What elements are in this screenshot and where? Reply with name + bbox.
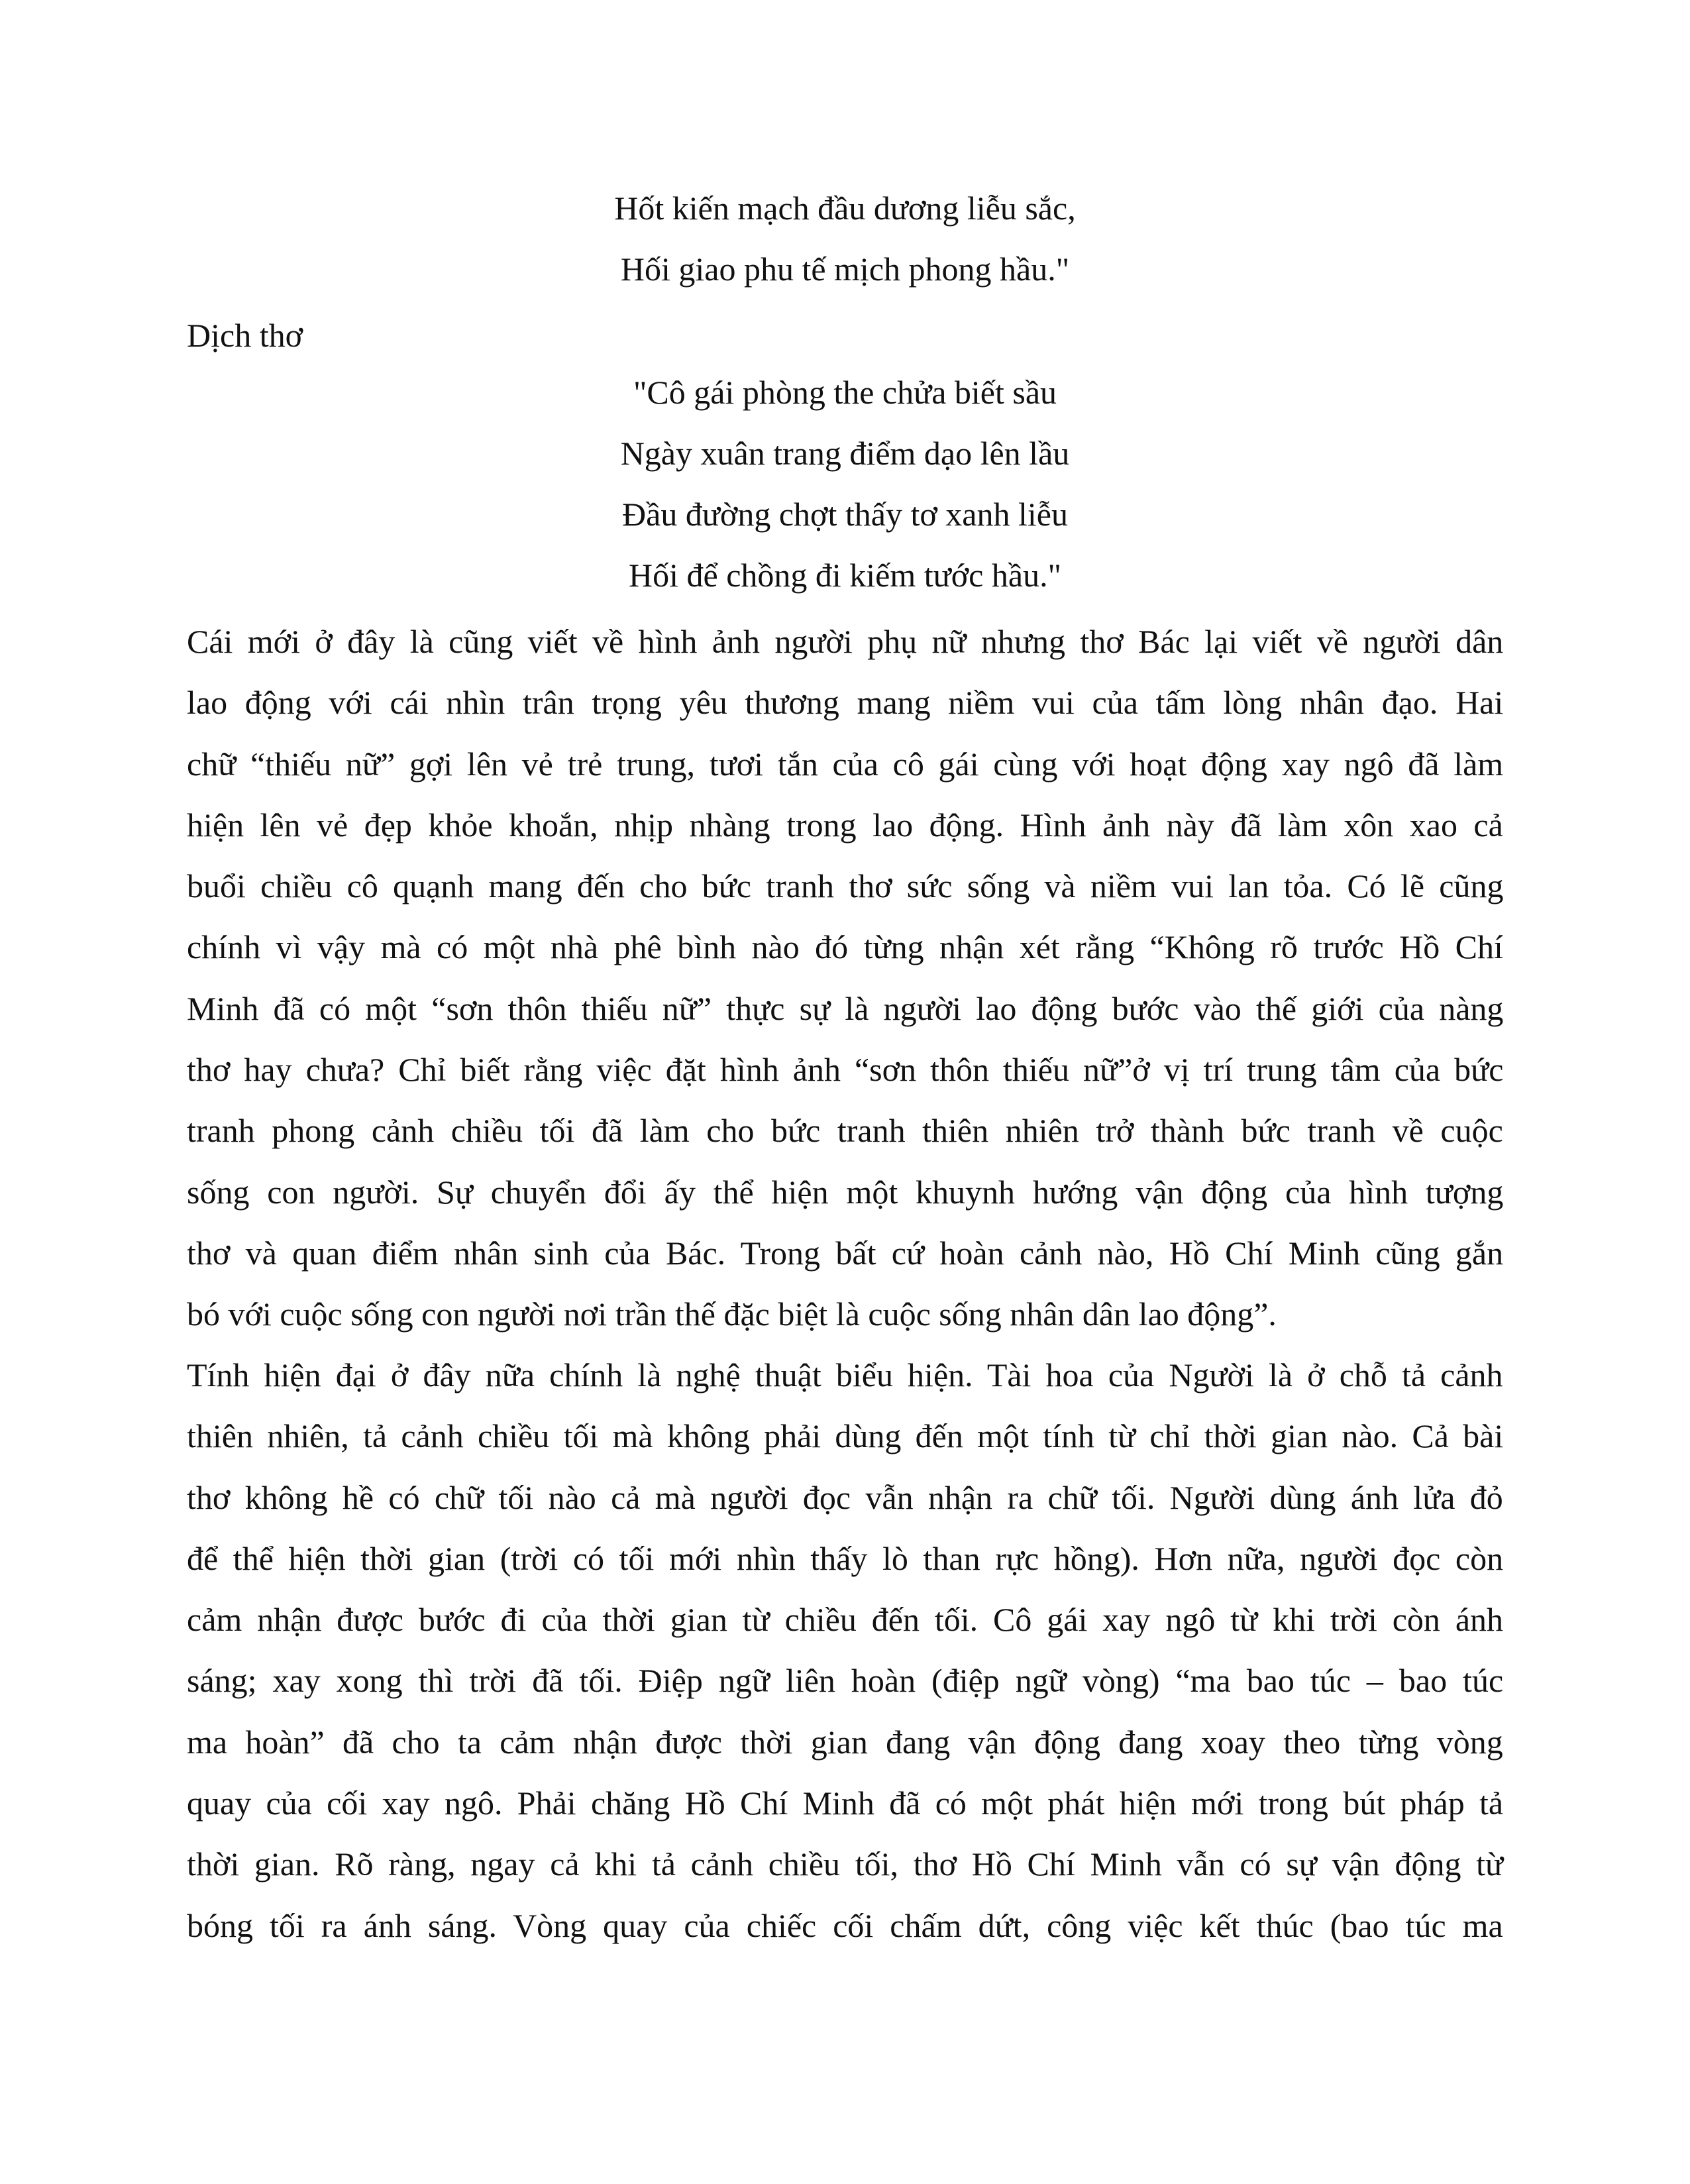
poem-line: Hối giao phu tế mịch phong hầu." (620, 250, 1070, 288)
text-line: chính vì vậy mà có một nhà phê bình nào đó từng nhận xét rằng “Không rõ trước Hồ Chí (187, 928, 1503, 966)
poem-line: Hốt kiến mạch đầu dương liễu sắc, (614, 190, 1076, 227)
text-line: hiện lên vẻ đẹp khỏe khoắn, nhịp nhàng trong lao động. Hình ảnh này đã làm xôn xao cả (187, 806, 1503, 844)
paragraph-1 (187, 611, 1503, 1345)
text-line: thiên nhiên, tả cảnh chiều tối mà không phải dùng đến một tính từ chỉ thời gian nào. Cả bài (187, 1417, 1504, 1455)
paragraph-2 (187, 1344, 1503, 1956)
text-line: lao động với cái nhìn trân trọng yêu thương mang niềm vui của tấm lòng nhân đạo. Hai (187, 684, 1504, 722)
poem-line: Ngày xuân trang điểm dạo lên lầu (620, 435, 1070, 472)
text-line: thơ hay chưa? Chỉ biết rằng việc đặt hình ảnh “sơn thôn thiếu nữ”ở vị trí trung tâm của bức (187, 1051, 1504, 1089)
translation-label: Dịch thơ (187, 317, 303, 354)
text-line: Tính hiện đại ở đây nữa chính là nghệ thuật biểu hiện. Tài hoa của Người là ở chỗ tả cảnh (187, 1356, 1503, 1393)
text-line: ma hoàn” đã cho ta cảm nhận được thời gian đang vận động đang xoay theo từng vòng (187, 1723, 1503, 1761)
text-line: chữ “thiếu nữ” gợi lên vẻ trẻ trung, tươi tắn của cô gái cùng với hoạt động xay ngô đã làm (187, 745, 1504, 783)
poem-line: "Cô gái phòng the chửa biết sầu (633, 374, 1057, 411)
text-line: bó với cuộc sống con người nơi trần thế đặc biệt là cuộc sống nhân dân lao động”. (187, 1295, 1277, 1333)
text-line: để thể hiện thời gian (trời có tối mới nhìn thấy lò than rực hồng). Hơn nữa, người đọc còn (187, 1539, 1504, 1577)
text-line: thơ và quan điểm nhân sinh của Bác. Trong bất cứ hoàn cảnh nào, Hồ Chí Minh cũng gắn (187, 1234, 1504, 1272)
poem-original (0, 178, 1690, 300)
text-line: sáng; xay xong thì trời đã tối. Điệp ngữ liên hoàn (điệp ngữ vòng) “ma bao túc – bao túc (187, 1662, 1504, 1700)
text-line: tranh phong cảnh chiều tối đã làm cho bức tranh thiên nhiên trở thành bức tranh về cuộc (187, 1112, 1503, 1150)
text-line: sống con người. Sự chuyển đổi ấy thể hiện một khuynh hướng vận động của hình tượng (187, 1173, 1504, 1211)
text-line: quay của cối xay ngô. Phải chăng Hồ Chí Minh đã có một phát hiện mới trong bút pháp tả (187, 1784, 1504, 1822)
text-line: thời gian. Rõ ràng, ngay cả khi tả cảnh chiều tối, thơ Hồ Chí Minh vẫn có sự vận động từ (187, 1845, 1504, 1883)
poem-line: Hối để chồng đi kiếm tước hầu." (629, 557, 1061, 594)
text-line: Minh đã có một “sơn thôn thiếu nữ” thực sự là người lao động bước vào thế giới của nàng (187, 989, 1504, 1027)
text-line: bóng tối ra ánh sáng. Vòng quay của chiếc cối chấm dứt, công việc kết thúc (bao túc ma (187, 1906, 1503, 1944)
poem-line: Đầu đường chợt thấy tơ xanh liễu (622, 496, 1068, 533)
text-line: thơ không hề có chữ tối nào cả mà người đọc vẫn nhận ra chữ tối. Người dùng ánh lửa đỏ (187, 1478, 1503, 1516)
text-line: buổi chiều cô quạnh mang đến cho bức tranh thơ sức sống và niềm vui lan tỏa. Có lẽ cũng (187, 867, 1504, 905)
poem-translation (0, 362, 1690, 606)
text-line: Cái mới ở đây là cũng viết về hình ảnh người phụ nữ nhưng thơ Bác lại viết về người dân (187, 623, 1504, 660)
text-line: cảm nhận được bước đi của thời gian từ chiều đến tối. Cô gái xay ngô từ khi trời còn ánh (187, 1601, 1504, 1639)
